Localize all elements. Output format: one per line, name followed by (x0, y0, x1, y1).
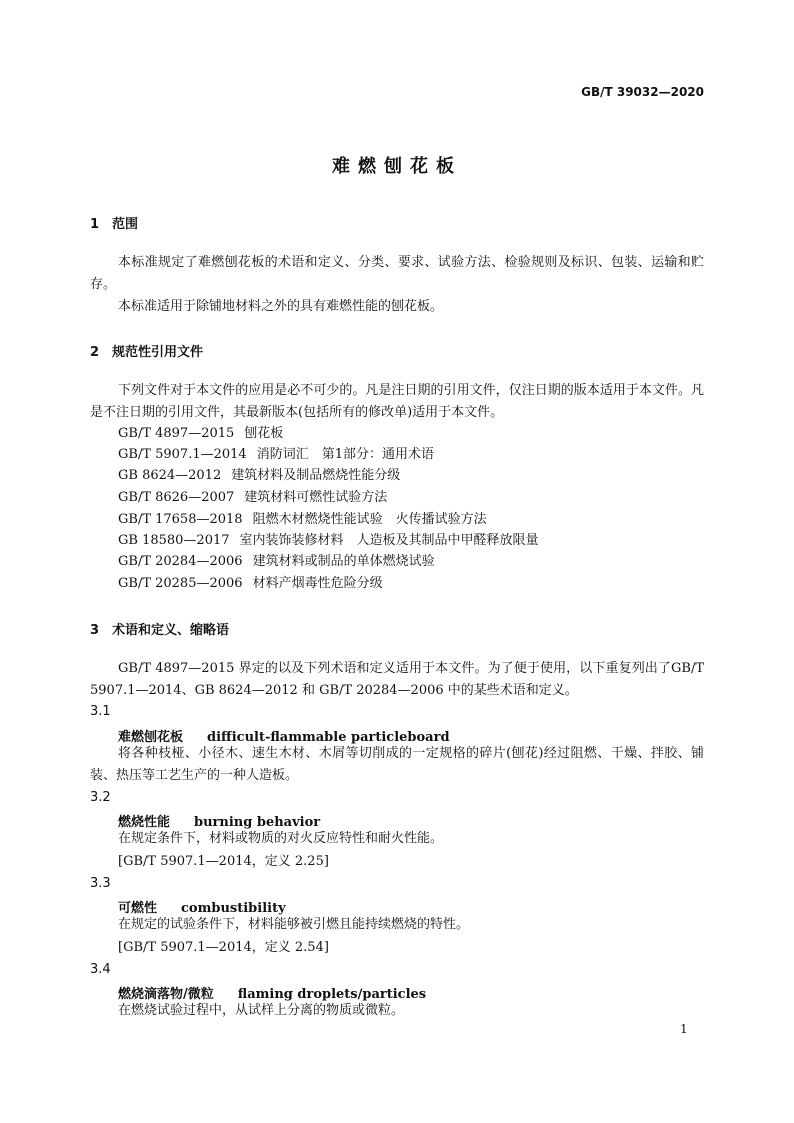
scope-paragraph-1: 本标准规定了难燃刨花板的术语和定义、分类、要求、试验方法、检验规则及标识、包装、运输和贮存。 (90, 255, 704, 292)
section-2-heading (90, 341, 203, 360)
reference-item (118, 510, 487, 530)
reference-item (118, 552, 435, 572)
reference-code: GB/T 20284—2006 (118, 554, 243, 569)
reference-code: GB/T 20285—2006 (118, 576, 243, 591)
section-number: 2 (90, 345, 100, 360)
reference-name: 建筑材料或制品的单体燃烧试验 (252, 554, 435, 569)
clause-number: 3.3 (90, 876, 111, 891)
reference-item (118, 424, 283, 444)
section-1-heading (90, 213, 138, 232)
document-number: GB/T 39032—2020 (581, 85, 704, 99)
term-source: [GB/T 5907.1—2014，定义 2.25] (118, 854, 329, 869)
section-title: 范围 (112, 217, 139, 232)
reference-code: GB/T 5907.1—2014 (118, 447, 247, 462)
term-english: difficult-flammable particleboard (207, 730, 450, 745)
term-definition: 在燃烧试验过程中，从试样上分离的物质或微粒。 (118, 1003, 405, 1018)
clause-number: 3.1 (90, 704, 111, 719)
reference-item (118, 466, 400, 486)
reference-name: 刨花板 (244, 426, 284, 441)
reference-code: GB/T 4897—2015 (118, 426, 235, 441)
term-chinese: 难燃刨花板 (118, 730, 184, 745)
reference-name: 建筑材料及制品燃烧性能分级 (231, 468, 401, 483)
term-definition: 在规定的试验条件下，材料能够被引燃且能持续燃烧的特性。 (118, 917, 470, 932)
term-chinese: 可燃性 (118, 901, 158, 916)
clause-number: 3.2 (90, 790, 111, 805)
reference-code: GB/T 17658—2018 (118, 512, 243, 527)
reference-item (118, 574, 383, 594)
term-chinese: 燃烧滴落物/微粒 (118, 987, 214, 1002)
term-source: [GB/T 5907.1—2014，定义 2.54] (118, 940, 329, 955)
page-number: 1 (680, 1022, 688, 1036)
terms-intro: GB/T 4897—2015 界定的以及下列术语和定义适用于本文件。为了便于使用，以下重复列出了GB/T 5907.1—2014、GB 8624—2012 和 GB/T 20284—2006 中的某些术语和定义。 (90, 661, 704, 698)
reference-code: GB 18580—2017 (118, 533, 230, 548)
reference-item (118, 531, 539, 551)
reference-code: GB 8624—2012 (118, 468, 222, 483)
reference-name: 材料产烟毒性危险分级 (252, 576, 383, 591)
scope-paragraph-2: 本标准适用于除铺地材料之外的具有难燃性能的刨花板。 (118, 299, 444, 314)
section-3-heading (90, 619, 229, 638)
normative-references-intro: 下列文件对于本文件的应用是必不可少的。凡是注日期的引用文件，仅注日期的版本适用于本文件。凡是不注日期的引用文件，其最新版本(包括所有的修改单)适用于本文件。 (90, 383, 704, 420)
term-english: flaming droplets/particles (237, 987, 427, 1002)
section-title: 术语和定义、缩略语 (112, 623, 230, 638)
term-english: burning behavior (194, 815, 321, 830)
section-number: 1 (90, 217, 100, 232)
reference-name: 建筑材料可燃性试验方法 (244, 490, 388, 505)
reference-name: 消防词汇 第1部分：通用术语 (256, 447, 434, 462)
page-title: 难燃刨花板 (332, 156, 462, 177)
section-title: 规范性引用文件 (112, 345, 204, 360)
section-number: 3 (90, 623, 100, 638)
reference-code: GB/T 8626—2007 (118, 490, 235, 505)
term-definition: 将各种枝桠、小径木、速生木材、木屑等切削成的一定规格的碎片(刨花)经过阻燃、干燥、拌胶、铺装、热压等工艺生产的一种人造板。 (90, 746, 704, 783)
reference-item (118, 488, 387, 508)
term-english: combustibility (181, 901, 286, 916)
term-chinese: 燃烧性能 (118, 815, 171, 830)
term-definition: 在规定条件下，材料或物质的对火反应特性和耐火性能。 (118, 831, 444, 846)
reference-name: 室内装饰装修材料 人造板及其制品中甲醛释放限量 (239, 533, 539, 548)
reference-name: 阻燃木材燃烧性能试验 火传播试验方法 (252, 512, 487, 527)
reference-item (118, 445, 434, 465)
clause-number: 3.4 (90, 962, 111, 977)
